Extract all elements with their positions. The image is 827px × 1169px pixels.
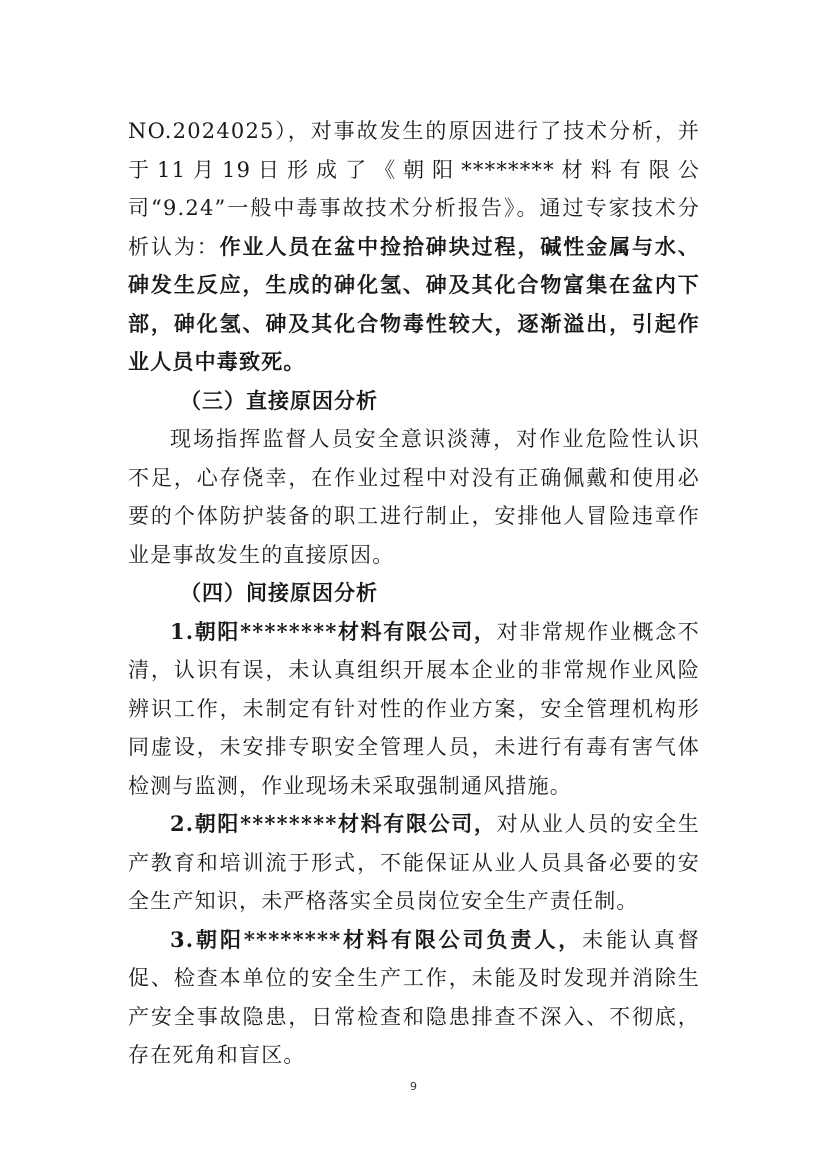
indirect-cause-item-2-text: 对从业人员的安全生产教育和培训流于形式，不能保证从业人员具备必要的安全生产知识，未严格落实全员岗位安全生产责任制。 xyxy=(128,812,700,913)
indirect-cause-item-1-lead: 1.朝阳********材料有限公司， xyxy=(170,618,497,644)
indirect-cause-item-2 xyxy=(128,805,700,921)
heading-direct-cause: （三）直接原因分析 xyxy=(180,388,378,413)
page-number: 9 xyxy=(410,1080,417,1093)
indirect-cause-item-1 xyxy=(128,613,700,806)
indirect-cause-item-1-text: 对非常规作业概念不清，认识有误，未认真组织开展本企业的非常规作业风险辨识工作，未制定有针对性的作业方案，安全管理机构形同虚设，未安排专职安全管理人员，未进行有毒有害气体检测与监测，作业现场未采取强制通风措施。 xyxy=(128,619,700,798)
paragraph-technical-analysis xyxy=(128,112,700,382)
technical-analysis-conclusion: 作业人员在盆中捡拾砷块过程，碱性金属与水、砷发生反应，生成的砷化氢、砷及其化合物富集在盆内下部，砷化氢、砷及其化合物毒性较大，逐渐溢出，引起作业人员中毒致死。 xyxy=(128,233,700,374)
document-body xyxy=(128,112,700,1075)
technical-analysis-text: NO.2024025），对事故发生的原因进行了技术分析，并于11月19日形成了《朝阳********材料有限公司“9.24”一般中毒事故技术分析报告》。通过专家技术分析认为： xyxy=(128,119,700,259)
indirect-cause-item-3 xyxy=(128,921,700,1075)
indirect-cause-item-2-lead: 2.朝阳********材料有限公司， xyxy=(170,811,497,836)
paragraph-direct-cause: 现场指挥监督人员安全意识淡薄，对作业危险性认识不足，心存侥幸，在作业过程中对没有正确佩戴和使用必要的个体防护装备的职工进行制止，安排他人冒险违章作业是事故发生的直接原因。 xyxy=(128,427,700,567)
heading-indirect-cause: （四）间接原因分析 xyxy=(180,581,378,605)
indirect-cause-item-3-text: 未能认真督促、检查本单位的安全生产工作，未能及时发现并消除生产安全事故隐患，日常检查和隐患排查不深入、不彻底，存在死角和盲区。 xyxy=(128,927,701,1067)
indirect-cause-item-3-lead: 3.朝阳********材料有限公司负责人， xyxy=(170,926,583,952)
